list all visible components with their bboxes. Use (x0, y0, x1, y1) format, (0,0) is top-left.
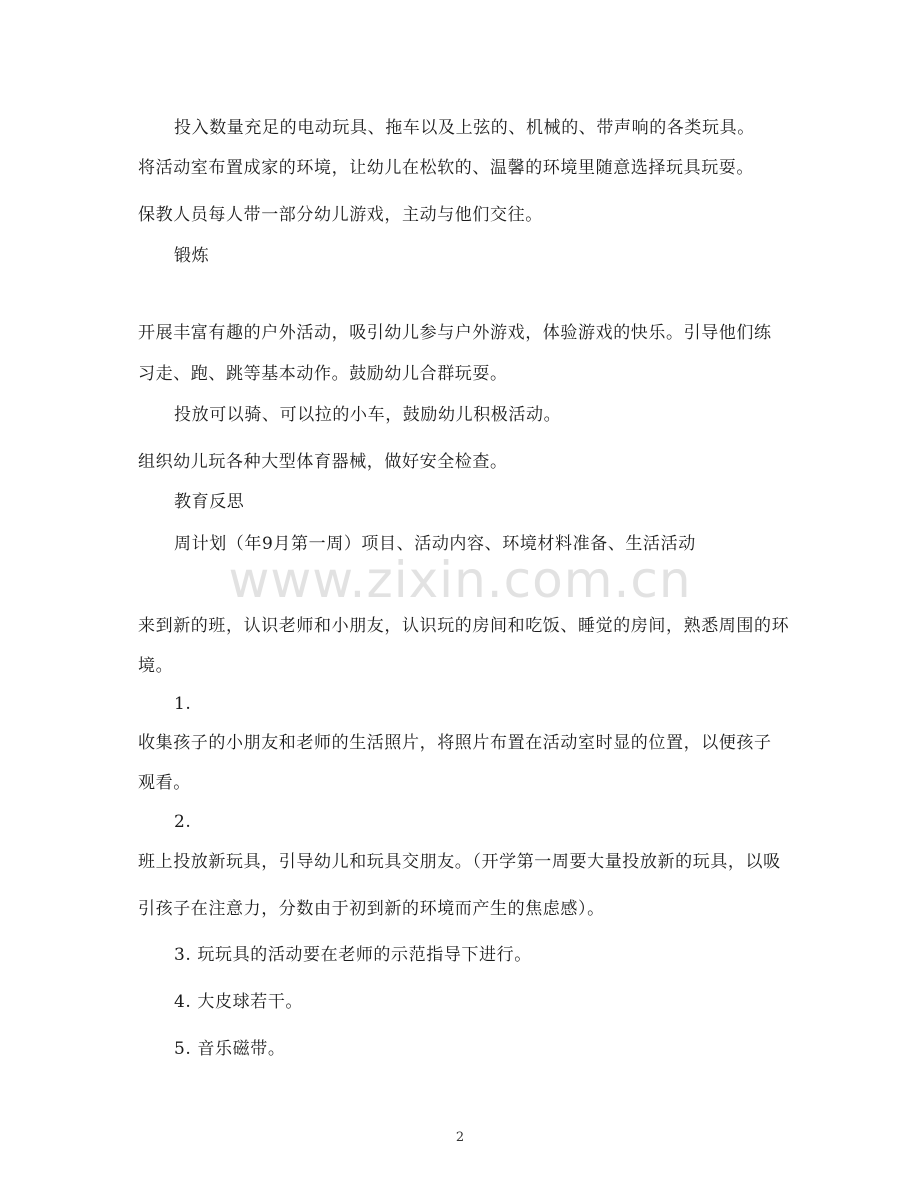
watermark: www.zixin.com.cn (228, 551, 692, 609)
paragraph-line: 收集孩子的小朋友和老师的生活照片，将照片布置在活动室时显的位置，以便孩子 (138, 733, 772, 753)
paragraph-line: 班上投放新玩具，引导幼儿和玩具交朋友。（开学第一周要大量投放新的玩具，以吸 (138, 852, 781, 872)
section-heading-exercise: 锻炼 (174, 246, 210, 266)
list-item: 5. 音乐磁带。 (174, 1039, 286, 1059)
list-number: 1. (174, 694, 192, 714)
paragraph-line: 周计划（年9月第一周）项目、活动内容、环境材料准备、生活活动 (174, 534, 696, 554)
page-number: 2 (455, 1130, 465, 1145)
list-number: 2. (174, 812, 192, 832)
list-item: 4. 大皮球若干。 (174, 992, 304, 1012)
paragraph-line: 开展丰富有趣的户外活动，吸引幼儿参与户外游戏，体验游戏的快乐。引导他们练 (138, 323, 772, 343)
paragraph-line: 将活动室布置成家的环境，让幼儿在松软的、温馨的环境里随意选择玩具玩耍。 (138, 158, 754, 178)
paragraph-line: 来到新的班，认识老师和小朋友，认识玩的房间和吃饭、睡觉的房间，熟悉周围的环 (138, 616, 790, 636)
paragraph-line: 投放可以骑、可以拉的小车，鼓励幼儿积极活动。 (174, 405, 562, 425)
paragraph-line: 引孩子在注意力，分数由于初到新的环境而产生的焦虑感）。 (138, 899, 605, 919)
paragraph-line: 习走、跑、跳等基本动作。鼓励幼儿合群玩耍。 (138, 364, 508, 384)
list-item: 3. 玩玩具的活动要在老师的示范指导下进行。 (174, 945, 532, 965)
paragraph-line: 保教人员每人带一部分幼儿游戏，主动与他们交往。 (138, 205, 543, 225)
paragraph-line: 组织幼儿玩各种大型体育器械，做好安全检查。 (138, 452, 508, 472)
paragraph-line: 观看。 (138, 773, 191, 793)
paragraph-line: 投入数量充足的电动玩具、拖车以及上弦的、机械的、带声响的各类玩具。 (174, 118, 755, 138)
section-heading-reflection: 教育反思 (174, 492, 245, 512)
paragraph-line: 境。 (138, 656, 174, 676)
